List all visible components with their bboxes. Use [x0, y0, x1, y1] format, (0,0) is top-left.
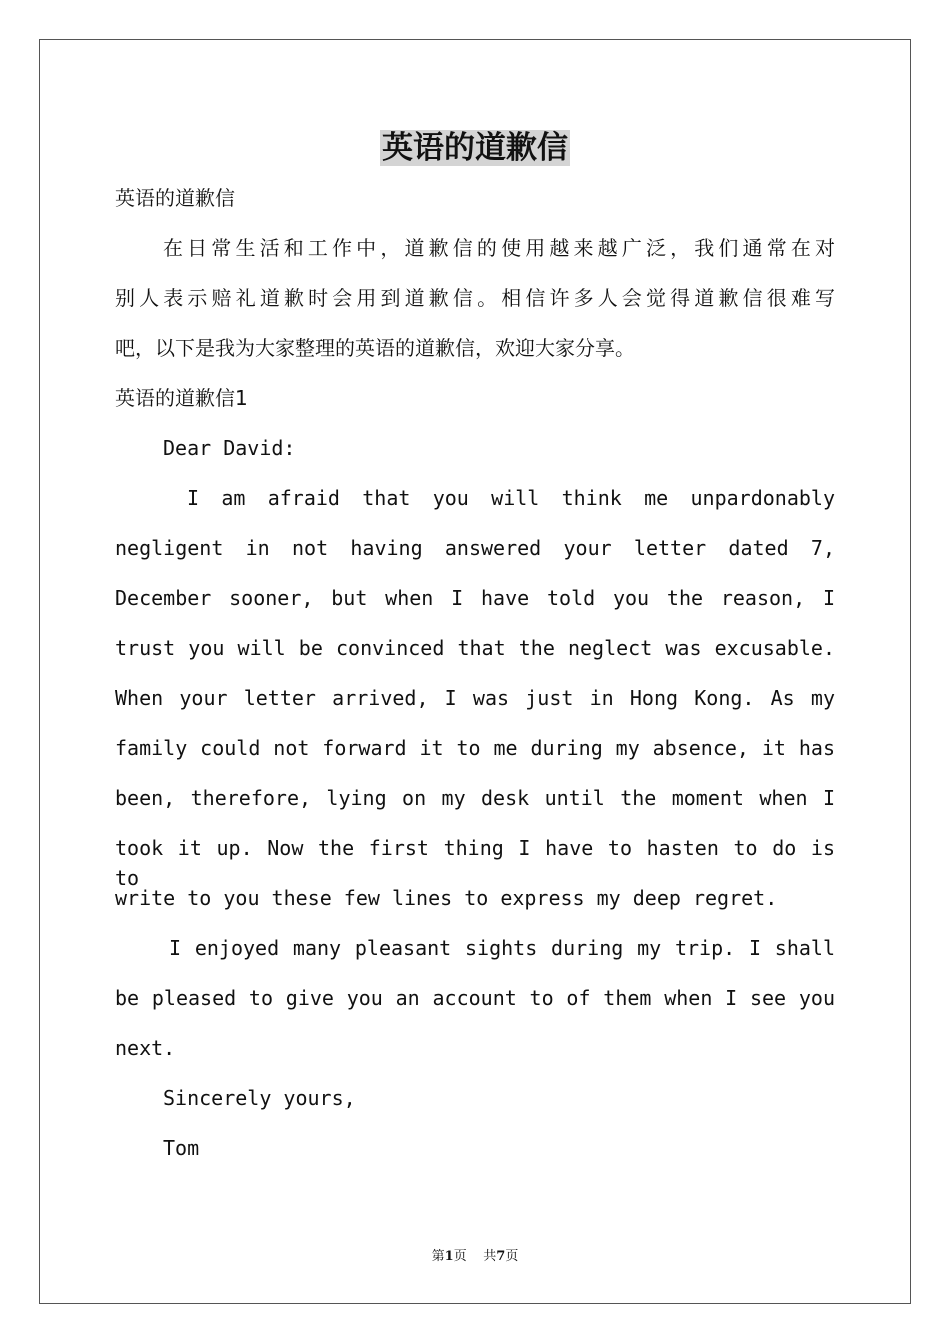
footer-page-label: 第: [431, 1249, 445, 1264]
footer-page-total: 7: [496, 1249, 506, 1264]
body-line-1: I am afraid that you will think me unpardonably: [187, 486, 835, 510]
body-line-5: When your letter arrived, I was just in Hong Kong. As my: [115, 686, 835, 710]
salutation: Dear David:: [163, 436, 296, 460]
intro-line-2: 别人表示赔礼道歉时会用到道歉信。相信许多人会觉得道歉信很难写: [115, 286, 835, 310]
body-line-10: I enjoyed many pleasant sights during my trip. I shall: [169, 936, 835, 960]
section-title: 英语的道歉信1: [115, 386, 248, 410]
footer-total-unit: 页: [505, 1249, 519, 1264]
body-line-4: trust you will be convinced that the neglect was excusable.: [115, 636, 835, 660]
intro-line-3: 吧，以下是我为大家整理的英语的道歉信，欢迎大家分享。: [115, 336, 635, 360]
document-title: 英语的道歉信: [382, 130, 568, 166]
body-line-3: December sooner, but when I have told you the reason, I: [115, 586, 835, 610]
body-line-8: took it up. Now the first thing I have to hasten to do is to: [115, 836, 835, 890]
signature: Tom: [163, 1136, 200, 1160]
footer-page-current: 1: [444, 1249, 454, 1264]
document-heading: 英语的道歉信: [115, 186, 235, 210]
footer-page-unit: 页: [453, 1249, 467, 1264]
closing: Sincerely yours,: [163, 1086, 356, 1110]
page-border: [39, 39, 911, 1304]
page-footer: [0, 1248, 950, 1266]
intro-line-1: 在日常生活和工作中，道歉信的使用越来越广泛，我们通常在对: [163, 236, 835, 260]
body-line-2: negligent in not having answered your letter dated 7,: [115, 536, 835, 560]
body-line-12: next.: [115, 1036, 176, 1060]
body-line-6: family could not forward it to me during my absence, it has: [115, 736, 835, 760]
body-line-9: write to you these few lines to express my deep regret.: [115, 886, 778, 910]
body-line-7: been, therefore, lying on my desk until the moment when I: [115, 786, 835, 810]
footer-total-label: 共: [483, 1249, 497, 1264]
body-line-11: be pleased to give you an account to of them when I see you: [115, 986, 835, 1010]
